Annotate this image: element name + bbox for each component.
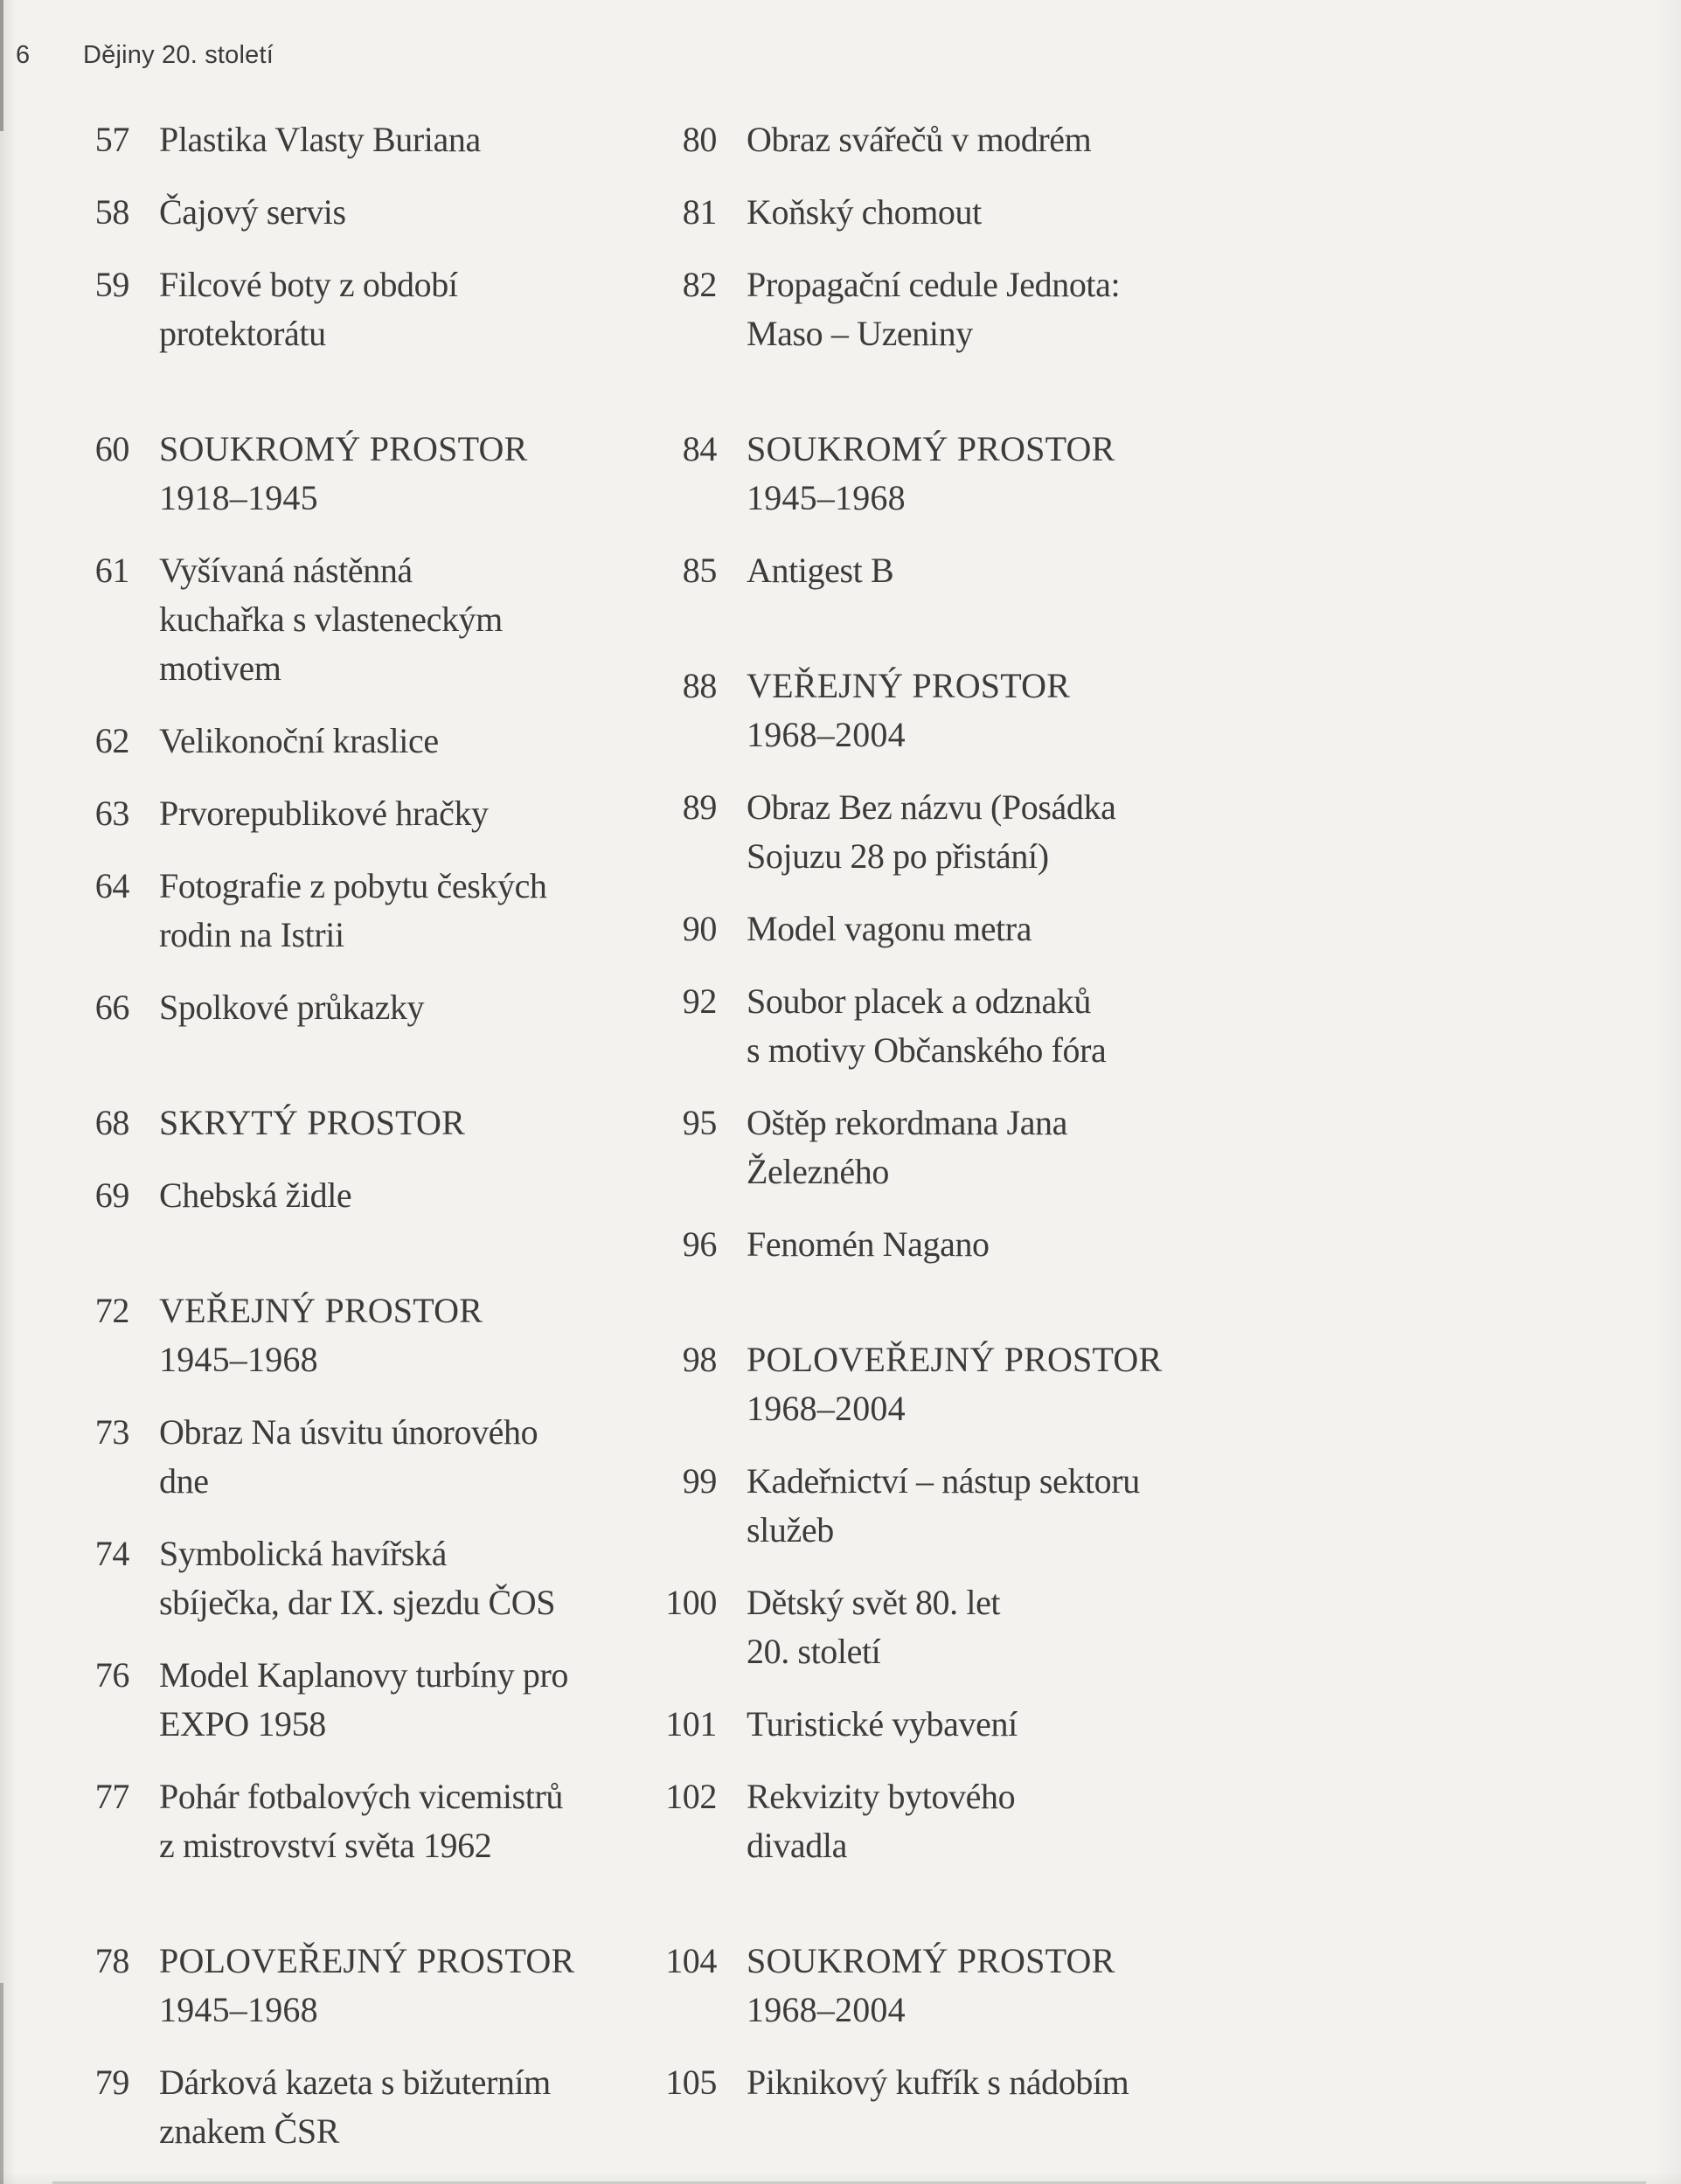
entry-title	[747, 1220, 990, 1269]
entry-title-line: Fenomén Nagano	[747, 1224, 990, 1264]
entry-title-line: Obraz Na úsvitu únorového	[159, 1412, 538, 1452]
entry-title-line: divadla	[747, 1826, 847, 1865]
entry-title	[747, 425, 1115, 523]
entry-title-line: kuchařka s vlasteneckým	[159, 600, 503, 639]
toc-item-entry	[35, 1171, 574, 1220]
toc-item-entry	[35, 115, 574, 164]
entry-title-line: Model Kaplanovy turbíny pro	[159, 1655, 569, 1695]
entry-title	[159, 717, 439, 766]
toc-column-right	[622, 115, 1162, 2107]
entry-page-number: 66	[94, 988, 129, 1027]
entry-page-number: 81	[682, 192, 717, 232]
entry-title-line: 1945–1968	[159, 1990, 318, 2029]
entry-title-line: Obraz Bez názvu (Posádka	[747, 787, 1116, 827]
entry-title-line: SKRYTÝ PROSTOR	[159, 1103, 465, 1142]
entry-title-line: Soubor placek a odznaků	[747, 981, 1092, 1021]
entry-title-line: SOUKROMÝ PROSTOR	[159, 429, 528, 468]
toc-item-entry	[622, 1457, 1162, 1555]
entry-title	[159, 115, 481, 164]
entry-title	[159, 1529, 555, 1627]
entry-title	[747, 1700, 1018, 1749]
entry-title-line: 1918–1945	[159, 478, 318, 517]
entry-title	[159, 2058, 551, 2156]
toc-item-entry	[35, 1651, 574, 1749]
entry-title	[747, 1335, 1162, 1433]
entry-page-number: 84	[682, 429, 717, 468]
toc-item-entry	[622, 188, 1162, 237]
entry-title-line: Piknikový kufřík s nádobím	[747, 2063, 1129, 2102]
toc-section-entry	[35, 1099, 574, 1147]
entry-title	[747, 115, 1091, 164]
entry-page-number: 77	[94, 1777, 129, 1816]
entry-title-line: 1968–2004	[747, 715, 906, 754]
entry-title-line: SOUKROMÝ PROSTOR	[747, 1941, 1115, 1980]
entry-page-number: 104	[665, 1941, 717, 1980]
entry-title-line: dne	[159, 1461, 209, 1501]
toc-item-entry	[622, 1099, 1162, 1196]
toc-item-entry	[622, 1220, 1162, 1269]
entry-title-line: Propagační cedule Jednota:	[747, 265, 1121, 304]
entry-title-line: Obraz svářečů v modrém	[747, 120, 1092, 159]
entry-page-number: 98	[682, 1340, 717, 1379]
entry-title	[159, 188, 346, 237]
entry-title-line: Velikonoční kraslice	[159, 721, 439, 760]
toc-item-entry	[622, 260, 1162, 358]
entry-title-line: Koňský chomout	[747, 192, 982, 232]
entry-page-number: 62	[94, 721, 129, 760]
entry-page-number: 64	[94, 866, 129, 905]
running-title: Dějiny 20. století	[83, 41, 274, 69]
toc-item-entry	[35, 2058, 574, 2156]
toc-item-entry	[35, 983, 574, 1032]
entry-title	[747, 905, 1032, 953]
entry-page-number: 85	[682, 551, 717, 590]
entry-title-line: SOUKROMÝ PROSTOR	[747, 429, 1115, 468]
entry-page-number: 72	[94, 1291, 129, 1330]
entry-title-line: Železného	[747, 1152, 889, 1191]
scan-edge-artifact-bottom-left	[0, 1983, 3, 2184]
toc-item-entry	[622, 1772, 1162, 1870]
toc-item-entry	[35, 260, 574, 358]
entry-title-line: motivem	[159, 648, 281, 688]
entry-title-line: 1945–1968	[159, 1340, 318, 1379]
entry-title-line: Filcové boty z období	[159, 265, 458, 304]
entry-page-number: 78	[94, 1941, 129, 1980]
entry-title-line: EXPO 1958	[159, 1704, 326, 1744]
toc-item-entry	[35, 1408, 574, 1506]
entry-title-line: Vyšívaná nástěnná	[159, 551, 413, 590]
entry-title	[159, 425, 527, 523]
entry-title-line: protektorátu	[159, 314, 326, 353]
entry-title-line: služeb	[747, 1510, 834, 1550]
entry-title	[159, 1772, 563, 1870]
entry-title-line: VEŘEJNÝ PROSTOR	[747, 666, 1071, 705]
entry-title-line: z mistrovství světa 1962	[159, 1826, 492, 1865]
entry-title	[159, 789, 489, 838]
toc-item-entry	[35, 789, 574, 838]
entry-page-number: 80	[682, 120, 717, 159]
entry-title	[159, 862, 547, 960]
entry-page-number: 69	[94, 1175, 129, 1215]
toc-item-entry	[622, 905, 1162, 953]
entry-page-number: 90	[682, 909, 717, 948]
entry-page-number: 89	[682, 787, 717, 827]
entry-title-line: Rekvizity bytového	[747, 1777, 1016, 1816]
toc-section-entry	[35, 425, 574, 523]
entry-title-line: Oštěp rekordmana Jana	[747, 1103, 1068, 1142]
entry-title-line: Maso – Uzeniny	[747, 314, 973, 353]
entry-page-number: 105	[665, 2063, 717, 2102]
entry-page-number: 100	[665, 1583, 717, 1622]
scan-edge-artifact-top-left	[0, 0, 3, 131]
entry-title	[747, 188, 982, 237]
toc-section-entry	[622, 425, 1162, 523]
toc-item-entry	[35, 717, 574, 766]
entry-title-line: 20. století	[747, 1632, 881, 1671]
entry-title	[159, 983, 424, 1032]
entry-title	[747, 2058, 1129, 2107]
toc-item-entry	[35, 1529, 574, 1627]
entry-title	[159, 1408, 538, 1506]
entry-title-line: 1968–2004	[747, 1990, 906, 2029]
entry-page-number: 74	[94, 1534, 129, 1573]
entry-title-line: Plastika Vlasty Buriana	[159, 120, 481, 159]
entry-page-number: 61	[94, 551, 129, 590]
page-number: 6	[16, 41, 31, 69]
entry-page-number: 73	[94, 1412, 129, 1452]
entry-title-line: Dárková kazeta s bižuterním	[159, 2063, 551, 2102]
entry-title	[159, 1099, 465, 1147]
entry-page-number: 82	[682, 265, 717, 304]
entry-page-number: 88	[682, 666, 717, 705]
entry-title	[159, 1651, 568, 1749]
entry-title-line: Fotografie z pobytu českých	[159, 866, 547, 905]
entry-title	[747, 546, 893, 595]
toc-section-entry	[35, 1286, 574, 1384]
entry-page-number: 101	[665, 1704, 717, 1744]
entry-title-line: Čajový servis	[159, 192, 346, 232]
toc-item-entry	[622, 115, 1162, 164]
entry-title	[747, 783, 1115, 881]
entry-title-line: znakem ČSR	[159, 2111, 339, 2151]
toc-item-entry	[35, 546, 574, 693]
entry-page-number: 96	[682, 1224, 717, 1264]
entry-title	[747, 1457, 1140, 1555]
entry-title	[159, 1171, 351, 1220]
toc-section-entry	[622, 1937, 1162, 2035]
entry-page-number: 57	[94, 120, 129, 159]
toc-item-entry	[622, 977, 1162, 1075]
entry-page-number: 60	[94, 429, 129, 468]
entry-title-line: 1945–1968	[747, 478, 906, 517]
entry-title-line: Antigest B	[747, 551, 894, 590]
entry-title-line: Symbolická havířská	[159, 1534, 448, 1573]
entry-page-number: 92	[682, 981, 717, 1021]
entry-title-line: VEŘEJNÝ PROSTOR	[159, 1291, 483, 1330]
entry-page-number: 59	[94, 265, 129, 304]
entry-page-number: 95	[682, 1103, 717, 1142]
entry-title-line: Dětský svět 80. let	[747, 1583, 1001, 1622]
entry-title	[159, 260, 458, 358]
entry-title-line: Prvorepublikové hračky	[159, 794, 489, 833]
entry-title-line: 1968–2004	[747, 1389, 906, 1428]
entry-title-line: Model vagonu metra	[747, 909, 1032, 948]
entry-title-line: Spolkové průkazky	[159, 988, 425, 1027]
entry-page-number: 99	[682, 1461, 717, 1501]
toc-item-entry	[35, 188, 574, 237]
entry-title	[159, 1937, 574, 2035]
toc-column-left	[35, 115, 574, 2156]
entry-page-number: 102	[665, 1777, 717, 1816]
entry-title-line: Pohár fotbalových vicemistrů	[159, 1777, 564, 1816]
toc-section-entry	[622, 1335, 1162, 1433]
entry-page-number: 79	[94, 2063, 129, 2102]
entry-title-line: Turistické vybavení	[747, 1704, 1018, 1744]
entry-title	[747, 977, 1106, 1075]
entry-title	[747, 1578, 1000, 1676]
entry-page-number: 68	[94, 1103, 129, 1142]
entry-title-line: POLOVEŘEJNÝ PROSTOR	[159, 1941, 575, 1980]
entry-title-line: Sojuzu 28 po přistání)	[747, 836, 1049, 876]
toc-item-entry	[622, 546, 1162, 595]
entry-title-line: POLOVEŘEJNÝ PROSTOR	[747, 1340, 1163, 1379]
entry-title	[747, 1099, 1067, 1196]
entry-title	[747, 1937, 1115, 2035]
entry-page-number: 63	[94, 794, 129, 833]
entry-page-number: 58	[94, 192, 129, 232]
entry-title-line: Kadeřnictví – nástup sektoru	[747, 1461, 1140, 1501]
toc-item-entry	[35, 1772, 574, 1870]
entry-title	[747, 662, 1070, 759]
entry-title	[159, 1286, 483, 1384]
entry-title-line: s motivy Občanského fóra	[747, 1030, 1107, 1070]
entry-title	[747, 1772, 1015, 1870]
entry-title-line: Chebská židle	[159, 1175, 352, 1215]
entry-title-line: rodin na Istrii	[159, 915, 344, 954]
entry-page-number: 76	[94, 1655, 129, 1695]
toc-section-entry	[35, 1937, 574, 2035]
toc-item-entry	[622, 783, 1162, 881]
toc-item-entry	[35, 862, 574, 960]
entry-title	[747, 260, 1120, 358]
toc-item-entry	[622, 2058, 1162, 2107]
entry-title	[159, 546, 503, 693]
toc-item-entry	[622, 1578, 1162, 1676]
entry-title-line: sbíječka, dar IX. sjezdu ČOS	[159, 1583, 556, 1622]
toc-section-entry	[622, 662, 1162, 759]
toc-item-entry	[622, 1700, 1162, 1749]
